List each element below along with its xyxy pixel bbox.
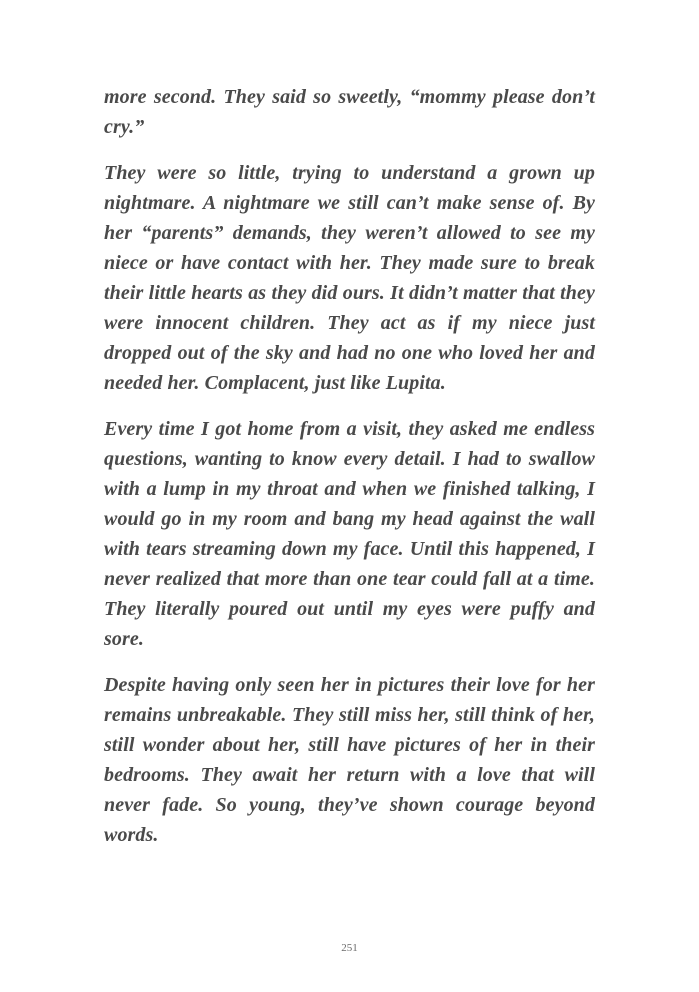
body-text: [104, 82, 595, 866]
paragraph-1: more second. They said so sweetly, “mommy please don’t cry.”: [104, 86, 595, 138]
paragraph-2: They were so little, trying to understand a grown up nightmare. A nightmare we still can’t make sense of. By her “parents” demands, they weren’t allowed to see my niece or have contact with her. They made sure to break their little hearts as they did ours. It didn’t matter that they were innocent children. They act as if my niece just dropped out of the sky and had no one who loved her and needed her. Complacent, just like Lupita.: [104, 162, 595, 394]
paragraph-4: Despite having only seen her in pictures their love for her remains unbreakable. They still miss her, still think of her, still wonder about her, still have pictures of her in their bedrooms. They await her return with a love that will never fade. So young, they’ve shown courage beyond words.: [104, 674, 595, 846]
paragraph-3: Every time I got home from a visit, they asked me endless questions, wanting to know every detail. I had to swallow with a lump in my throat and when we finished talking, I would go in my room and bang my head against the wall with tears streaming down my face. Until this happened, I never realized that more than one tear could fall at a time. They literally poured out until my eyes were puffy and sore.: [104, 418, 595, 650]
page-number: 251: [341, 942, 358, 954]
